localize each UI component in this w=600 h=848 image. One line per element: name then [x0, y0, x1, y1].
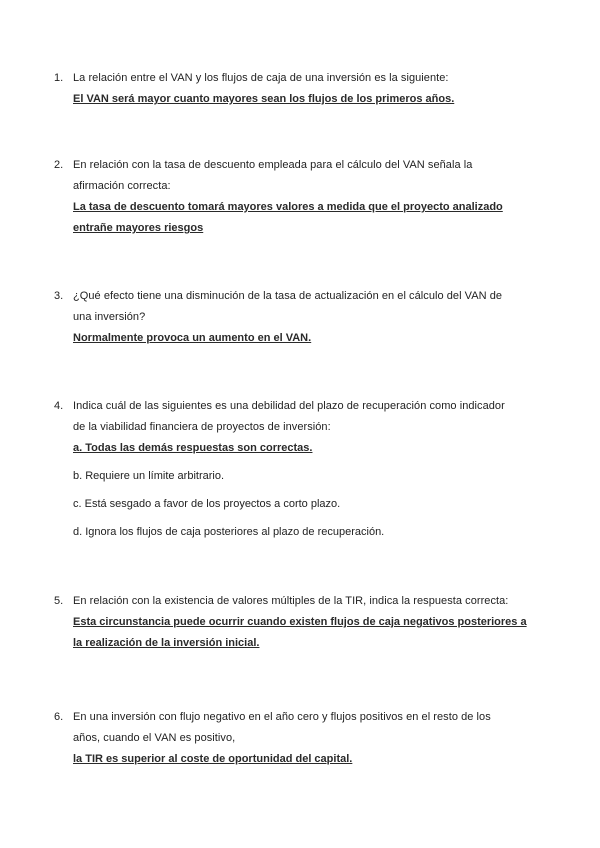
question-text: En relación con la tasa de descuento empleada para el cálculo del VAN señala la — [73, 159, 473, 171]
question-number: 5. — [54, 595, 64, 607]
question-number: 1. — [54, 72, 64, 84]
question-text: La relación entre el VAN y los flujos de caja de una inversión es la siguiente: — [73, 72, 449, 84]
correct-answer: la realización de la inversión inicial. — [73, 637, 260, 649]
answer-option-c: c. Está sesgado a favor de los proyectos a corto plazo. — [73, 498, 341, 510]
correct-answer: Esta circunstancia puede ocurrir cuando existen flujos de caja negativos posteriores a — [73, 616, 527, 628]
correct-answer: entrañe mayores riesgos — [73, 222, 204, 234]
question-text: de la viabilidad financiera de proyectos de inversión: — [73, 421, 331, 433]
question-body — [73, 707, 543, 770]
question-text: Indica cuál de las siguientes es una debilidad del plazo de recuperación como indicador — [73, 400, 505, 412]
question-body — [73, 286, 543, 349]
correct-answer: a. Todas las demás respuestas son correctas. — [73, 442, 313, 454]
question-number: 2. — [54, 159, 64, 171]
answer-option-b: b. Requiere un límite arbitrario. — [73, 470, 225, 482]
question-text: En una inversión con flujo negativo en el año cero y flujos positivos en el resto de los — [73, 711, 491, 723]
question-body — [73, 396, 543, 543]
question-number: 3. — [54, 290, 64, 302]
correct-answer: El VAN será mayor cuanto mayores sean los flujos de los primeros años. — [73, 93, 455, 105]
question-text: afirmación correcta: — [73, 180, 171, 192]
question-body — [73, 68, 543, 110]
correct-answer: la TIR es superior al coste de oportunidad del capital. — [73, 753, 353, 765]
question-number: 6. — [54, 711, 64, 723]
question-text: años, cuando el VAN es positivo, — [73, 732, 236, 744]
correct-answer: La tasa de descuento tomará mayores valores a medida que el proyecto analizado — [73, 201, 503, 213]
question-body — [73, 155, 543, 239]
question-body — [73, 591, 543, 654]
question-text: En relación con la existencia de valores múltiples de la TIR, indica la respuesta correcta: — [73, 595, 509, 607]
question-text: una inversión? — [73, 311, 146, 323]
question-text: ¿Qué efecto tiene una disminución de la tasa de actualización en el cálculo del VAN de — [73, 290, 503, 302]
answer-option-d: d. Ignora los flujos de caja posteriores al plazo de recuperación. — [73, 526, 385, 538]
question-number: 4. — [54, 400, 64, 412]
correct-answer: Normalmente provoca un aumento en el VAN. — [73, 332, 312, 344]
